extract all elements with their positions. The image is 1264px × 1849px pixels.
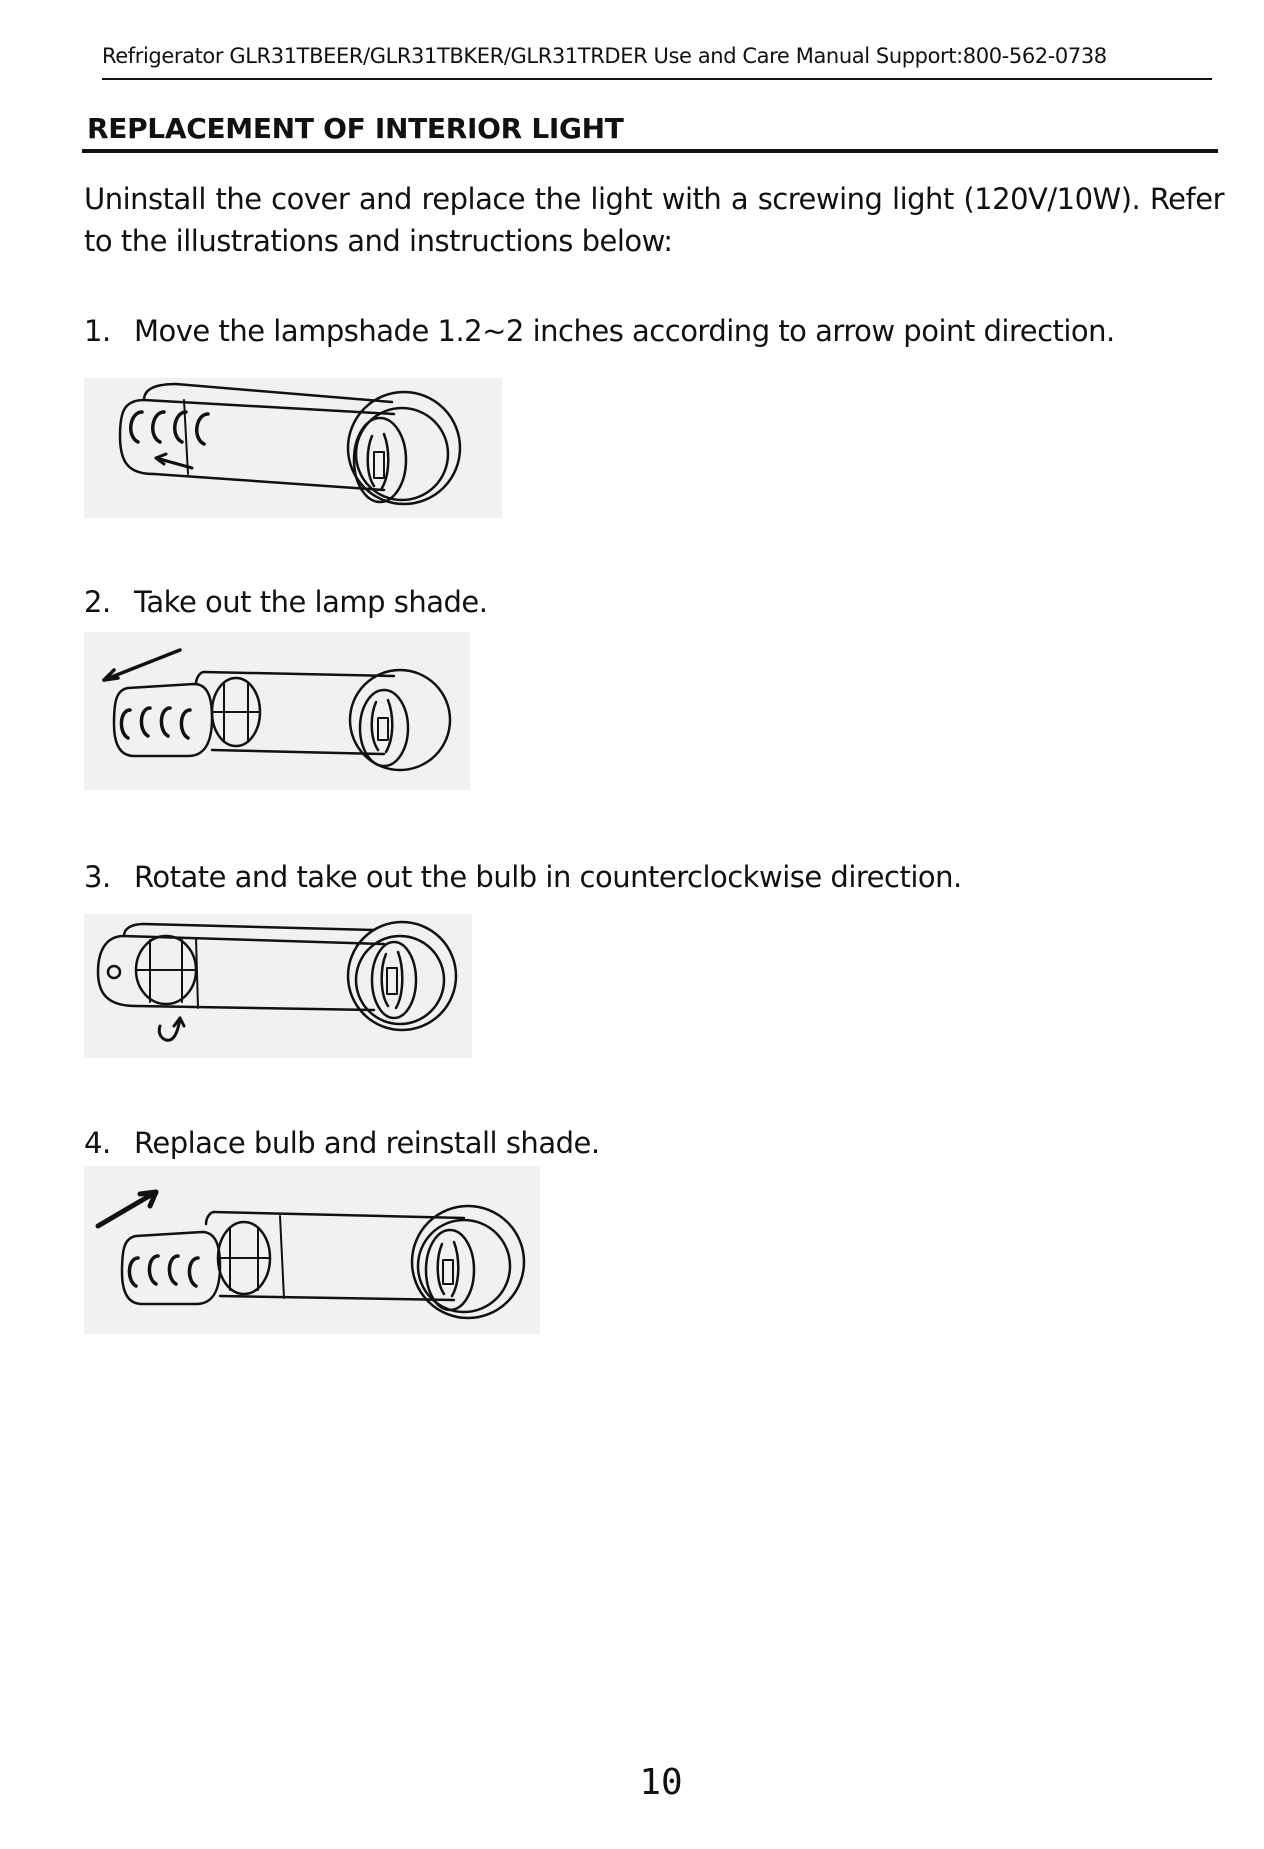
step-4-illustration [84, 1166, 540, 1334]
step-text: Replace bulb and reinstall shade. [134, 1126, 600, 1160]
section-title: REPLACEMENT OF INTERIOR LIGHT [87, 112, 624, 145]
step-number: 1. [84, 314, 111, 348]
step-3-illustration [84, 914, 472, 1058]
step-2 [84, 585, 487, 619]
step-2-illustration [84, 632, 470, 790]
step-text: Rotate and take out the bulb in counterclockwise direction. [134, 860, 962, 894]
running-header: Refrigerator GLR31TBEER/GLR31TBKER/GLR31TRDER Use and Care Manual Support:800-562-0738 [102, 44, 1107, 68]
step-3 [84, 860, 962, 894]
step-number: 3. [84, 860, 111, 894]
header-rule [102, 78, 1212, 80]
step-number: 2. [84, 585, 111, 619]
step-1-illustration [84, 378, 502, 518]
step-number: 4. [84, 1126, 111, 1160]
step-1 [84, 314, 1115, 348]
section-rule [82, 149, 1218, 153]
step-text: Take out the lamp shade. [134, 585, 488, 619]
intro-paragraph: Uninstall the cover and replace the light with a screwing light (120V/10W). Refer to the illustrations and instructions below: [84, 182, 1224, 258]
step-4 [84, 1126, 600, 1160]
step-text: Move the lampshade 1.2~2 inches according to arrow point direction. [134, 314, 1115, 348]
page-number: 10 [639, 1762, 683, 1803]
